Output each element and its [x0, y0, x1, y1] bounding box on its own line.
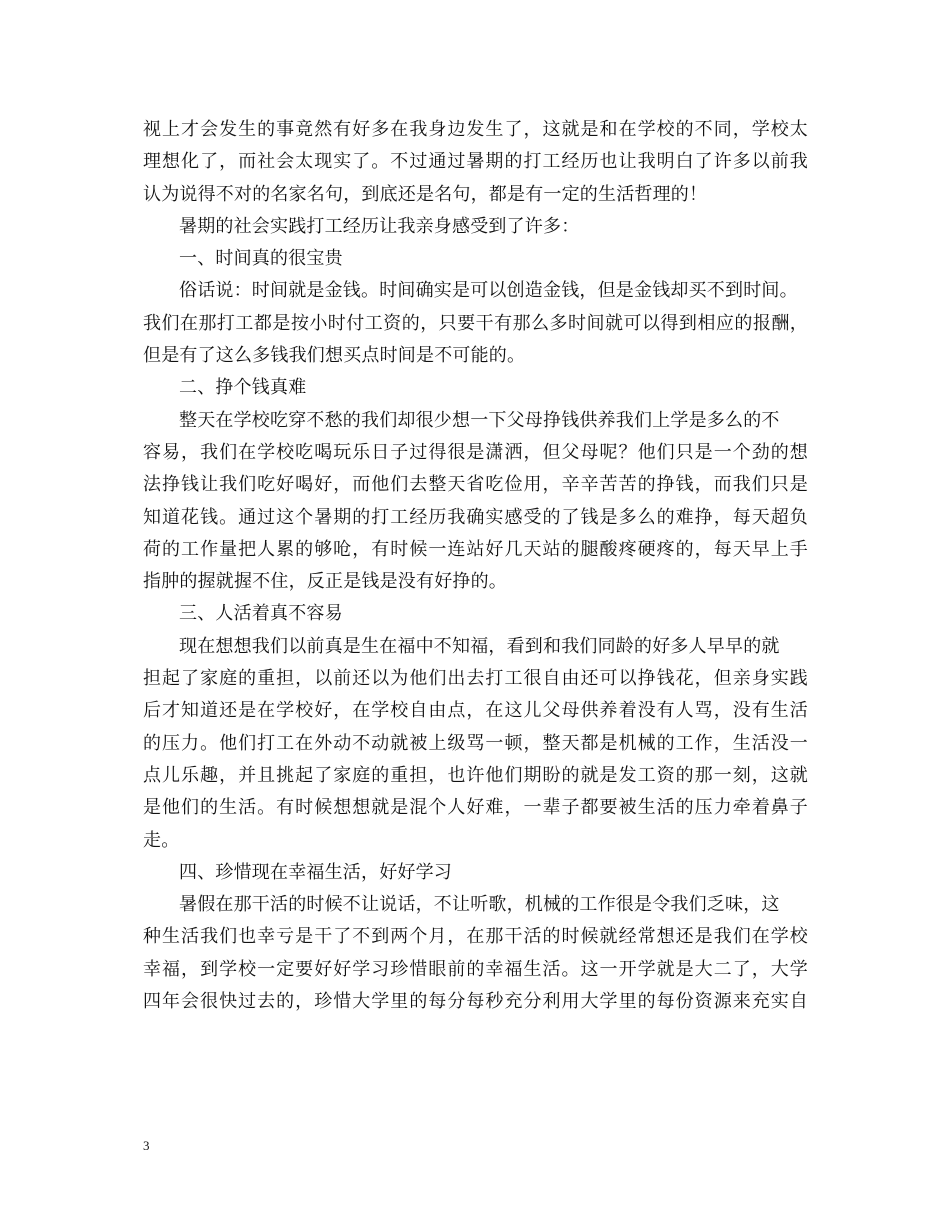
- paragraph-line: 点儿乐趣，并且挑起了家庭的重担，也许他们期盼的就是发工资的那一刻，这就: [143, 764, 808, 786]
- paragraph-line: 四年会很快过去的，珍惜大学里的每分每秒充分利用大学里的每份资源来充实自: [143, 991, 808, 1013]
- paragraph-line: 后才知道还是在学校好，在学校自由点，在这儿父母供养着没有人骂，没有生活: [143, 700, 808, 722]
- paragraph-line: 我们在那打工都是按小时付工资的，只要干有那么多时间就可以得到相应的报酬，: [143, 312, 808, 334]
- paragraph-line: 指肿的握就握不住，反正是钱是没有好挣的。: [143, 571, 507, 593]
- paragraph-line: 荷的工作量把人累的够呛，有时候一连站好几天站的腿酸疼硬疼的，每天早上手: [143, 538, 808, 560]
- paragraph-line: 认为说得不对的名家名句，到底还是名句，都是有一定的生活哲理的！: [143, 183, 708, 205]
- paragraph-line: 理想化了，而社会太现实了。不过通过暑期的打工经历也让我明白了许多以前我: [143, 151, 808, 173]
- paragraph-line: 的压力。他们打工在外动不动就被上级骂一顿，整天都是机械的工作，生活没一: [143, 732, 808, 754]
- paragraph-line: 是他们的生活。有时候想想就是混个人好难，一辈子都要被生活的压力牵着鼻子: [143, 797, 808, 819]
- paragraph-line: 但是有了这么多钱我们想买点时间是不可能的。: [143, 345, 526, 367]
- section-heading: 三、人活着真不容易: [179, 603, 343, 625]
- paragraph-line: 幸福，到学校一定要好好学习珍惜眼前的幸福生活。这一开学就是大二了，大学: [143, 958, 808, 980]
- paragraph-line: 暑期的社会实践打工经历让我亲身感受到了许多：: [179, 215, 580, 237]
- paragraph-line: 容易，我们在学校吃喝玩乐日子过得很是潇洒，但父母呢？他们只是一个劲的想: [143, 441, 808, 463]
- paragraph-line: 暑假在那干活的时候不让说话，不让听歌，机械的工作很是令我们乏味，这: [179, 894, 780, 916]
- paragraph-line: 种生活我们也幸亏是干了不到两个月，在那干活的时候就经常想还是我们在学校: [143, 926, 808, 948]
- section-heading: 四、珍惜现在幸福生活，好好学习: [179, 861, 452, 883]
- paragraph-line: 整天在学校吃穿不愁的我们却很少想一下父母挣钱供养我们上学是多么的不: [179, 409, 780, 431]
- paragraph-line: 知道花钱。通过这个暑期的打工经历我确实感受的了钱是多么的难挣，每天超负: [143, 506, 808, 528]
- page-number: 3: [143, 1138, 150, 1153]
- paragraph-line: 现在想想我们以前真是生在福中不知福，看到和我们同龄的好多人早早的就: [179, 635, 780, 657]
- section-heading: 二、挣个钱真难: [179, 377, 307, 399]
- section-heading: 一、时间真的很宝贵: [179, 248, 343, 270]
- paragraph-line: 担起了家庭的重担，以前还以为他们出去打工很自由还可以挣钱花，但亲身实践: [143, 668, 808, 690]
- paragraph-line: 走。: [143, 829, 180, 851]
- paragraph-line: 视上才会发生的事竟然有好多在我身边发生了，这就是和在学校的不同，学校太: [143, 119, 808, 140]
- body-text: [143, 114, 808, 1018]
- paragraph-line: 俗话说：时间就是金钱。时间确实是可以创造金钱，但是金钱却买不到时间。: [179, 280, 798, 302]
- paragraph-line: 法挣钱让我们吃好喝好，而他们去整天省吃俭用，辛辛苦苦的挣钱，而我们只是: [143, 474, 808, 496]
